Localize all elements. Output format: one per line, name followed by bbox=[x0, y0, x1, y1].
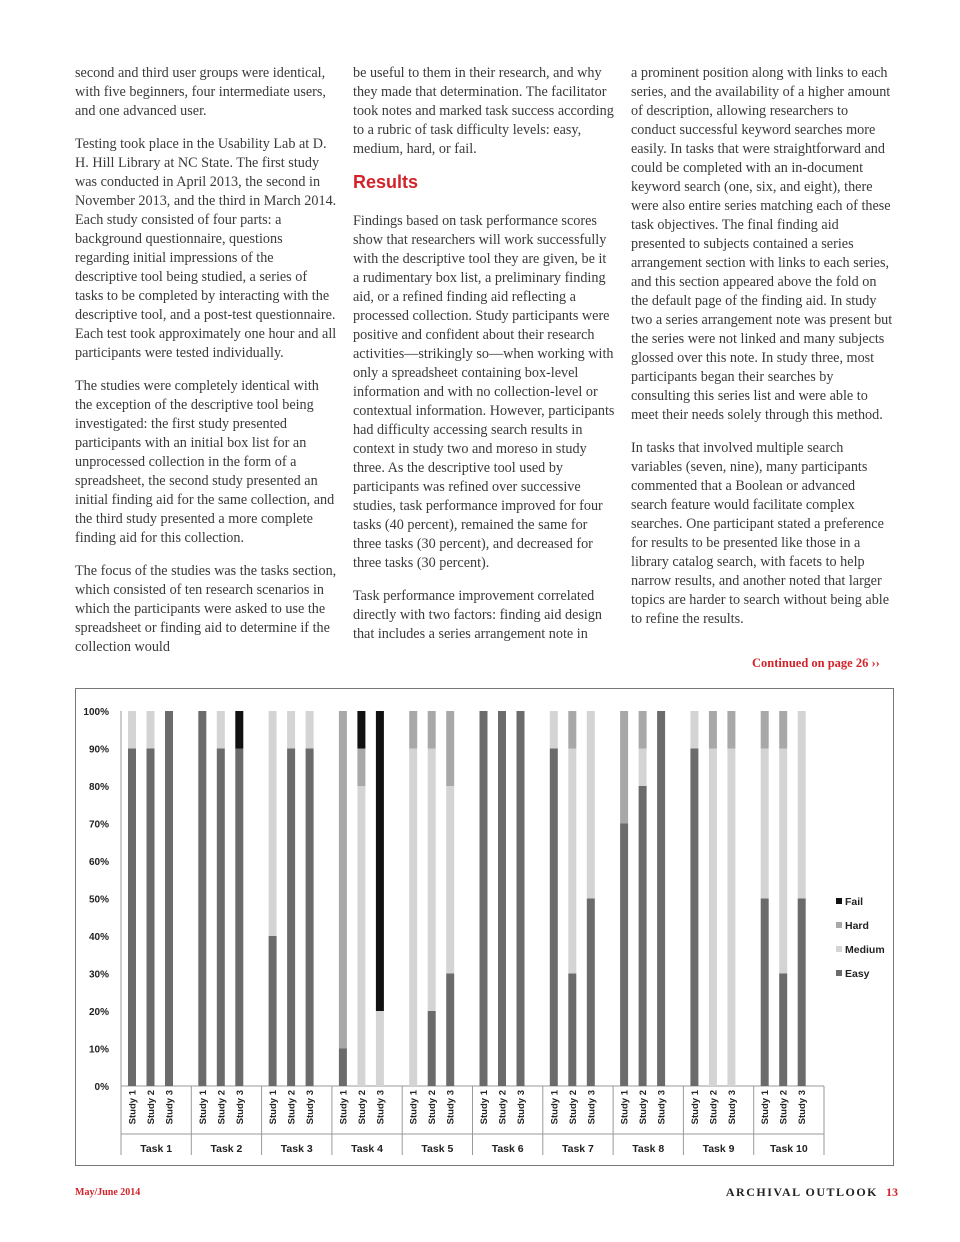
legend-label: Hard bbox=[845, 920, 869, 932]
bar-medium-segment bbox=[568, 749, 576, 974]
study-tick-label: Study 3 bbox=[656, 1090, 668, 1125]
study-tick-label: Study 2 bbox=[356, 1090, 368, 1125]
bar-easy-segment bbox=[657, 711, 665, 1086]
study-tick-label: Study 2 bbox=[567, 1090, 579, 1125]
bar-fail-segment bbox=[376, 711, 384, 1011]
bar-medium-segment bbox=[306, 711, 314, 749]
bar-easy-segment bbox=[568, 974, 576, 1087]
y-tick-label: 100% bbox=[83, 707, 109, 718]
bar-hard-segment bbox=[339, 711, 347, 1049]
study-tick-label: Study 1 bbox=[127, 1090, 139, 1125]
body-paragraph: In tasks that involved multiple search variables (seven, nine), many participants commented that a Boolean or advanced search feature would facilitate complex searches. One participant stated a preference for results to be presented like those in a library catalog search, with facets to help narrow results, and another noted that larger topics are harder to search without being able to refine the results. bbox=[631, 440, 890, 627]
study-tick-label: Study 2 bbox=[778, 1090, 790, 1125]
y-tick-label: 30% bbox=[88, 969, 109, 981]
study-tick-label: Study 1 bbox=[197, 1090, 209, 1125]
study-tick-label: Study 2 bbox=[638, 1090, 650, 1125]
bar-easy-segment bbox=[761, 899, 769, 1087]
body-paragraph: Testing took place in the Usability Lab at D. H. Hill Library at NC State. The first study was conducted in April 2013, the second in November 2013, and the third in March 2014. Each study consisted of four parts: a background questionnaire, questions regarding initial impressions of the descriptive tool being studied, a series of tasks to be completed by interacting with the descriptive tool, and a post-test questionnaire. Each test took approximately one hour and all participants were tested individually. bbox=[75, 136, 337, 361]
study-tick-label: Study 2 bbox=[146, 1090, 157, 1125]
legend-label: Fail bbox=[845, 896, 864, 908]
study-tick-label: Study 1 bbox=[619, 1090, 631, 1125]
y-tick-label: 40% bbox=[88, 932, 109, 943]
task-group-label: Task 3 bbox=[280, 1143, 313, 1155]
bar-medium-segment bbox=[217, 711, 225, 749]
bar-easy-segment bbox=[147, 749, 155, 1087]
study-tick-label: Study 1 bbox=[338, 1090, 350, 1125]
bar-hard-segment bbox=[409, 711, 417, 749]
bar-easy-segment bbox=[269, 936, 277, 1086]
bar-medium-segment bbox=[639, 749, 647, 787]
bar-easy-segment bbox=[198, 711, 206, 1086]
y-tick-label: 80% bbox=[88, 782, 109, 793]
study-tick-label: Study 2 bbox=[497, 1090, 509, 1125]
bar-easy-segment bbox=[517, 711, 525, 1086]
task-group-label: Task 5 bbox=[421, 1143, 454, 1155]
bar-fail-segment bbox=[357, 711, 365, 749]
study-tick-label: Study 2 bbox=[216, 1090, 228, 1125]
legend-swatch bbox=[836, 922, 842, 928]
bar-easy-segment bbox=[798, 899, 806, 1087]
body-paragraph: The studies were completely identical with the exception of the descriptive tool being investigated: the first study presented participants with an initial box list for an unprocessed collection in the form of a spreadsheet, the second study presented an initial finding aid for the same collection, and the third study presented a more complete finding aid for this collection. bbox=[75, 378, 335, 546]
y-tick-label: 50% bbox=[88, 894, 109, 906]
task-group-label: Task 2 bbox=[210, 1143, 243, 1155]
study-tick-label: Study 3 bbox=[516, 1090, 527, 1125]
bar-hard-segment bbox=[779, 711, 787, 749]
bar-medium-segment bbox=[709, 749, 717, 1087]
study-tick-label: Study 2 bbox=[286, 1090, 298, 1125]
study-tick-label: Study 3 bbox=[445, 1090, 457, 1125]
bar-medium-segment bbox=[798, 711, 806, 899]
footer-issue-date: May/June 2014 bbox=[75, 1187, 141, 1198]
body-paragraph: second and third user groups were identical, with five beginners, four intermediate users, and one advanced user. bbox=[75, 65, 326, 119]
legend-swatch bbox=[836, 970, 842, 976]
task-group-label: Task 8 bbox=[632, 1143, 665, 1155]
bar-hard-segment bbox=[446, 711, 454, 786]
y-tick-label: 90% bbox=[88, 744, 109, 756]
bar-easy-segment bbox=[165, 711, 173, 1086]
task-group-label: Task 9 bbox=[702, 1143, 735, 1155]
y-tick-label: 10% bbox=[88, 1044, 109, 1056]
bar-easy-segment bbox=[639, 786, 647, 1086]
body-paragraph: Findings based on task performance scores show that researchers will work successfully with the descriptive tool they are given, be it a rudimentary box list, a preliminary finding aid, or a refined finding aid reflecting a processed collection. Study participants were positive and confident about their research activities—strikingly so—when working with only a spreadsheet containing box-level information and with no collection-level or contextual information. However, participants had difficulty accessing search results in context in study two and moreso in study three. As the descriptive tool used by participants was refined over successive studies, task performance improved for four tasks (40 percent), remained the same for three tasks (30 percent), and decreased for three tasks (30 percent). bbox=[353, 213, 615, 571]
bar-hard-segment bbox=[620, 711, 628, 824]
bar-easy-segment bbox=[550, 749, 558, 1087]
study-tick-label: Study 1 bbox=[549, 1090, 561, 1125]
study-tick-label: Study 3 bbox=[797, 1090, 809, 1125]
study-tick-label: Study 3 bbox=[234, 1090, 246, 1125]
study-tick-label: Study 3 bbox=[586, 1090, 598, 1125]
bar-easy-segment bbox=[235, 749, 243, 1087]
legend-label: Easy bbox=[845, 968, 870, 980]
bar-medium-segment bbox=[147, 711, 155, 749]
bar-medium-segment bbox=[761, 749, 769, 899]
bar-medium-segment bbox=[690, 711, 698, 749]
bar-easy-segment bbox=[620, 824, 628, 1087]
bar-medium-segment bbox=[128, 711, 136, 749]
bar-medium-segment bbox=[376, 1011, 384, 1086]
bar-easy-segment bbox=[446, 974, 454, 1087]
text-column-3 bbox=[631, 64, 893, 643]
task-performance-chart bbox=[75, 688, 894, 1166]
bar-hard-segment bbox=[639, 711, 647, 749]
bar-hard-segment bbox=[357, 749, 365, 787]
study-tick-label: Study 3 bbox=[375, 1090, 387, 1125]
study-tick-label: Study 3 bbox=[305, 1090, 317, 1125]
study-tick-label: Study 1 bbox=[408, 1090, 420, 1125]
bar-easy-segment bbox=[779, 974, 787, 1087]
bar-hard-segment bbox=[709, 711, 717, 749]
y-tick-label: 60% bbox=[88, 857, 109, 868]
bar-medium-segment bbox=[409, 749, 417, 1087]
bar-medium-segment bbox=[428, 749, 436, 1012]
bar-hard-segment bbox=[428, 711, 436, 749]
task-group-label: Task 6 bbox=[491, 1143, 524, 1155]
bar-medium-segment bbox=[727, 749, 735, 1087]
bar-easy-segment bbox=[498, 711, 506, 1086]
legend-swatch bbox=[836, 946, 842, 952]
bar-easy-segment bbox=[428, 1011, 436, 1086]
text-column-1 bbox=[75, 64, 337, 671]
bar-medium-segment bbox=[779, 749, 787, 974]
body-paragraph: be useful to them in their research, and why they made that determination. The facilitator took notes and marked task success according to a rubric of task difficulty levels: easy, medium, hard, or fail. bbox=[353, 65, 614, 157]
bar-easy-segment bbox=[587, 899, 595, 1087]
publication-name: ARCHIVAL OUTLOOK bbox=[725, 1185, 878, 1199]
bar-easy-segment bbox=[690, 749, 698, 1087]
task-group-label: Task 7 bbox=[561, 1143, 594, 1155]
bar-easy-segment bbox=[128, 749, 136, 1087]
y-tick-label: 70% bbox=[88, 819, 109, 831]
bar-easy-segment bbox=[217, 749, 225, 1087]
study-tick-label: Study 1 bbox=[760, 1090, 772, 1125]
continued-link: Continued on page 26 ›› bbox=[752, 656, 880, 670]
legend-swatch bbox=[836, 898, 842, 904]
bar-easy-segment bbox=[480, 711, 488, 1086]
text-column-2 bbox=[353, 64, 615, 658]
task-group-label: Task 10 bbox=[769, 1143, 808, 1155]
study-tick-label: Study 3 bbox=[726, 1090, 738, 1125]
bar-medium-segment bbox=[587, 711, 595, 899]
bar-medium-segment bbox=[550, 711, 558, 749]
body-paragraph: a prominent position along with links to each series, and the availability of a higher amount of description, allowing researchers to conduct successful keyword searches more easily. In tasks that were straightforward and could be completed with an in-document keyword search (one, six, and eight), there were also entire series matching each of these task objectives. The final finding aid presented to subjects contained a series arrangement section with links to each series, and this section appeared above the fold on the default page of the finding aid. In study two a series arrangement note was present but the series were not linked and many subjects glossed over this note. In study three, most participants began their searches by consulting this series list and were able to meet their needs solely through this method. bbox=[631, 65, 893, 423]
study-tick-label: Study 1 bbox=[689, 1090, 701, 1125]
bar-easy-segment bbox=[339, 1049, 347, 1087]
bar-hard-segment bbox=[761, 711, 769, 749]
bar-easy-segment bbox=[306, 749, 314, 1087]
body-paragraph: The focus of the studies was the tasks section, which consisted of ten research scenarios in which the participants were asked to use the spreadsheet or finding aid to determine if the collection would bbox=[75, 563, 337, 655]
study-tick-label: Study 2 bbox=[708, 1090, 720, 1125]
y-tick-label: 20% bbox=[88, 1007, 109, 1018]
bar-hard-segment bbox=[727, 711, 735, 749]
study-tick-label: Study 3 bbox=[164, 1090, 176, 1125]
page-number: 13 bbox=[886, 1185, 898, 1199]
bar-fail-segment bbox=[235, 711, 243, 749]
bar-medium-segment bbox=[446, 786, 454, 974]
task-group-label: Task 4 bbox=[351, 1143, 384, 1155]
study-tick-label: Study 2 bbox=[427, 1090, 439, 1125]
body-paragraph: Task performance improvement correlated directly with two factors: finding aid design that includes a series arrangement note in bbox=[353, 588, 603, 642]
task-group-label: Task 1 bbox=[140, 1143, 173, 1155]
bar-hard-segment bbox=[568, 711, 576, 749]
legend-label: Medium bbox=[845, 944, 885, 956]
bar-medium-segment bbox=[287, 711, 295, 749]
study-tick-label: Study 1 bbox=[479, 1090, 490, 1125]
bar-medium-segment bbox=[269, 711, 277, 936]
bar-medium-segment bbox=[357, 786, 365, 1086]
results-heading: Results bbox=[353, 172, 419, 192]
y-tick-label: 0% bbox=[94, 1082, 109, 1093]
bar-easy-segment bbox=[287, 749, 295, 1087]
chart-svg bbox=[76, 689, 893, 1165]
study-tick-label: Study 1 bbox=[268, 1090, 280, 1125]
footer-publication bbox=[726, 1185, 898, 1200]
